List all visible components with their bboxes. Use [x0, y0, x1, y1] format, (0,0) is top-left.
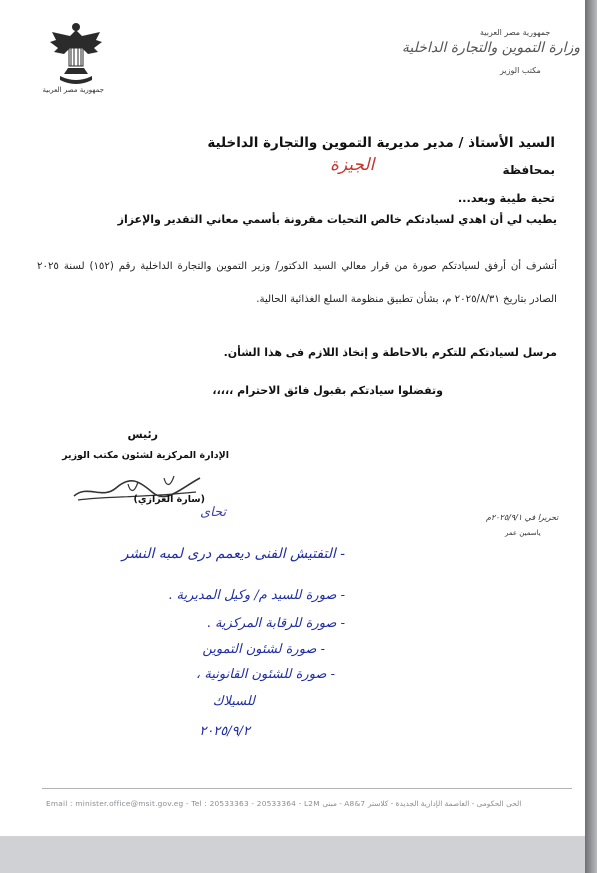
- signatory-name: (سارة العزازي): [133, 494, 205, 505]
- hand-note-3: - صورة للرقابة المركزية .: [206, 616, 345, 631]
- hand-note-4: - صورة لشئون التموين: [202, 642, 325, 657]
- hand-note-date: ٢٠٢٥/٩/٢: [199, 724, 250, 739]
- edited-date: تحريرا في ٢٠٢٥/٩/١م: [486, 513, 559, 522]
- emblem-caption: جمهورية مصر العربية: [42, 86, 104, 94]
- hand-note-2: - صورة للسيد م/ وكيل المديرية .: [168, 588, 345, 603]
- addressee-line: السيد الأستاذ / مدير مديرية التموين والتجارة الداخلية: [207, 135, 555, 151]
- signatory-department: الإدارة المركزية لشئون مكتب الوزير: [62, 450, 229, 461]
- received-handwritten: تحای: [200, 505, 227, 520]
- republic-label: جمهورية مصر العربية: [480, 28, 551, 37]
- office-label: مكتب الوزير: [500, 66, 541, 75]
- typist-name: ياسمين عمر: [505, 529, 541, 537]
- ministry-name: وزارة التموين والتجارة الداخلية: [401, 40, 580, 56]
- scan-background: [0, 836, 585, 873]
- closing-line: وتفضلوا سيادتكم بقبول فائق الاحترام ،،،،،: [212, 384, 443, 397]
- signatory-title: رئيس: [127, 428, 158, 441]
- greeting: تحية طيبة وبعد...: [457, 191, 555, 205]
- footer-contact: Email : minister.office@msit.gov.eg - Tel : 20533363 - 20533364 - L2M مبنى - A8&7 الحى الحكومى - العاصمة الإدارية الجديدة - كلاستر: [46, 799, 522, 808]
- governorate-label: بمحافظة: [502, 163, 555, 177]
- main-paragraph: أتشرف أن أرفق لسيادتكم صورة من قرار معالي السيد الدكتور/ وزير التموين والتجارة الداخلية رقم (١٥٢) لسنة ٢٠٢٥ الصادر بتاريخ ٢٠٢٥/٨/٣١ م، بشأن تطبيق منظومة السلع الغذائية الحالية.: [37, 261, 557, 305]
- footer-divider: [42, 788, 572, 789]
- intro-line: يطيب لي أن اهدي لسيادتكم خالص التحيات مقرونة بأسمي معاني التقدير والإعزاز: [117, 213, 557, 226]
- hand-note-1: - التفتيش الفنى ديعمم درى لمبه النشر: [121, 546, 345, 562]
- page-edge-shadow: [585, 0, 597, 873]
- governorate-handwritten: الجيزة: [330, 155, 375, 175]
- hand-note-5: - صورة للشئون القانونية ،: [196, 667, 335, 682]
- eagle-emblem-icon: [48, 18, 104, 90]
- hand-note-6: للسيلاك: [212, 694, 255, 709]
- forward-line: مرسل لسيادتكم للتكرم بالاحاطة و إتخاذ اللازم فى هذا الشأن.: [223, 346, 557, 359]
